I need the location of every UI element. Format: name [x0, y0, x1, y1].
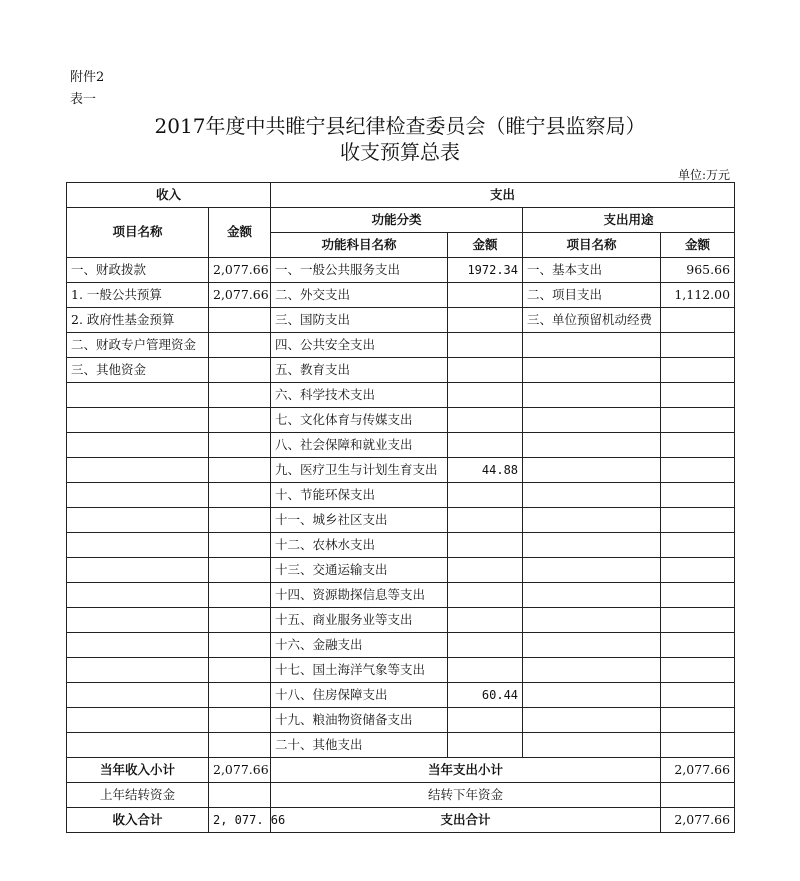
income-total-value: 2, 077. 66	[209, 808, 271, 833]
functional-item-name: 十八、住房保障支出	[271, 683, 448, 708]
income-amount	[209, 683, 271, 708]
income-item-name	[67, 508, 209, 533]
income-amount	[209, 458, 271, 483]
table-row	[67, 708, 735, 733]
usage-item-name	[523, 633, 661, 658]
page-title: 2017年度中共睢宁县纪律检查委员会（睢宁县监察局）	[154, 114, 646, 138]
functional-item-name: 十五、商业服务业等支出	[271, 608, 448, 633]
functional-item-name: 八、社会保障和就业支出	[271, 433, 448, 458]
usage-amount	[661, 533, 735, 558]
income-amount	[209, 533, 271, 558]
income-amount	[209, 433, 271, 458]
usage-amount	[661, 483, 735, 508]
functional-amount	[448, 283, 523, 308]
usage-item-name	[523, 708, 661, 733]
expense-total-label: 支出合计	[271, 808, 661, 833]
table-number: 表一	[70, 92, 97, 107]
table-row	[67, 483, 735, 508]
usage-item-name-header: 项目名称	[523, 233, 661, 258]
income-item-name	[67, 708, 209, 733]
functional-amount	[448, 333, 523, 358]
income-amount	[209, 658, 271, 683]
functional-amount: 44.88	[448, 458, 523, 483]
income-amount	[209, 483, 271, 508]
usage-item-name	[523, 408, 661, 433]
functional-amount	[448, 508, 523, 533]
table-row	[67, 333, 735, 358]
table-row	[67, 608, 735, 633]
usage-amount	[661, 308, 735, 333]
income-amount	[209, 558, 271, 583]
income-total-label: 收入合计	[67, 808, 209, 833]
usage-amount: 1,112.00	[661, 283, 735, 308]
income-item-name	[67, 658, 209, 683]
table-row	[67, 508, 735, 533]
table-row	[67, 733, 735, 758]
functional-classification-header: 功能分类	[271, 208, 523, 233]
income-item-name	[67, 683, 209, 708]
income-item-name	[67, 533, 209, 558]
income-item-name	[67, 558, 209, 583]
functional-amount	[448, 733, 523, 758]
page-subtitle: 收支预算总表	[340, 140, 460, 164]
table-row	[67, 533, 735, 558]
income-subtotal-label: 当年收入小计	[67, 758, 209, 783]
income-amount	[209, 358, 271, 383]
usage-item-name	[523, 458, 661, 483]
expense-subtotal-label: 当年支出小计	[271, 758, 661, 783]
usage-item-name	[523, 733, 661, 758]
usage-item-name	[523, 333, 661, 358]
functional-amount	[448, 633, 523, 658]
usage-amount-header: 金额	[661, 233, 735, 258]
usage-amount: 965.66	[661, 258, 735, 283]
income-amount	[209, 708, 271, 733]
functional-item-name: 十一、城乡社区支出	[271, 508, 448, 533]
functional-item-name: 三、国防支出	[271, 308, 448, 333]
functional-amount	[448, 708, 523, 733]
usage-item-name: 二、项目支出	[523, 283, 661, 308]
usage-amount	[661, 558, 735, 583]
usage-amount	[661, 733, 735, 758]
functional-item-name: 十三、交通运输支出	[271, 558, 448, 583]
functional-amount	[448, 558, 523, 583]
income-item-name: 一、财政拨款	[67, 258, 209, 283]
usage-amount	[661, 683, 735, 708]
income-item-name	[67, 458, 209, 483]
table-row	[67, 583, 735, 608]
functional-amount	[448, 658, 523, 683]
income-amount: 2,077.66	[209, 258, 271, 283]
functional-amount	[448, 358, 523, 383]
functional-item-name: 一、一般公共服务支出	[271, 258, 448, 283]
usage-item-name	[523, 533, 661, 558]
table-row	[67, 658, 735, 683]
functional-item-name: 六、科学技术支出	[271, 383, 448, 408]
carryover-out-label: 结转下年资金	[271, 783, 661, 808]
income-amount: 2,077.66	[209, 283, 271, 308]
income-item-name	[67, 383, 209, 408]
functional-amount	[448, 483, 523, 508]
usage-item-name	[523, 608, 661, 633]
usage-amount	[661, 358, 735, 383]
income-amount	[209, 733, 271, 758]
usage-item-name	[523, 483, 661, 508]
table-row	[67, 633, 735, 658]
functional-item-name: 十七、国土海洋气象等支出	[271, 658, 448, 683]
table-row	[67, 283, 735, 308]
functional-amount: 60.44	[448, 683, 523, 708]
table-row	[67, 383, 735, 408]
carryover-in-label: 上年结转资金	[67, 783, 209, 808]
usage-amount	[661, 508, 735, 533]
usage-item-name	[523, 383, 661, 408]
functional-amount-header: 金额	[448, 233, 523, 258]
table-row	[67, 683, 735, 708]
expense-header: 支出	[271, 183, 735, 208]
table-row	[67, 358, 735, 383]
functional-item-name: 二十、其他支出	[271, 733, 448, 758]
income-item-name: 二、财政专户管理资金	[67, 333, 209, 358]
table-row	[67, 433, 735, 458]
functional-item-name: 九、医疗卫生与计划生育支出	[271, 458, 448, 483]
usage-amount	[661, 583, 735, 608]
functional-amount	[448, 383, 523, 408]
income-amount	[209, 633, 271, 658]
usage-item-name	[523, 658, 661, 683]
income-subtotal-value: 2,077.66	[209, 758, 271, 783]
usage-amount	[661, 658, 735, 683]
income-item-name-header: 项目名称	[67, 208, 209, 258]
usage-amount	[661, 708, 735, 733]
carryover-in-value	[209, 783, 271, 808]
income-amount	[209, 608, 271, 633]
income-amount	[209, 333, 271, 358]
usage-amount	[661, 433, 735, 458]
functional-amount: 1972.34	[448, 258, 523, 283]
income-item-name	[67, 483, 209, 508]
table-row	[67, 258, 735, 283]
usage-item-name	[523, 508, 661, 533]
income-amount	[209, 508, 271, 533]
carryover-out-value	[661, 783, 735, 808]
expense-total-value: 2,077.66	[661, 808, 735, 833]
usage-item-name	[523, 433, 661, 458]
income-amount	[209, 383, 271, 408]
functional-amount	[448, 433, 523, 458]
income-item-name: 1. 一般公共预算	[67, 283, 209, 308]
functional-item-name: 十二、农林水支出	[271, 533, 448, 558]
functional-item-name: 十九、粮油物资储备支出	[271, 708, 448, 733]
functional-amount	[448, 533, 523, 558]
functional-item-name: 十、节能环保支出	[271, 483, 448, 508]
usage-item-name	[523, 683, 661, 708]
table-row	[67, 458, 735, 483]
functional-item-name: 四、公共安全支出	[271, 333, 448, 358]
usage-amount	[661, 383, 735, 408]
income-amount	[209, 308, 271, 333]
income-item-name	[67, 608, 209, 633]
income-item-name	[67, 583, 209, 608]
income-amount	[209, 408, 271, 433]
usage-item-name: 三、单位预留机动经费	[523, 308, 661, 333]
usage-amount	[661, 333, 735, 358]
table-row	[67, 408, 735, 433]
functional-item-name: 十四、资源勘探信息等支出	[271, 583, 448, 608]
usage-item-name	[523, 358, 661, 383]
usage-item-name: 一、基本支出	[523, 258, 661, 283]
functional-amount	[448, 308, 523, 333]
expense-usage-header: 支出用途	[523, 208, 735, 233]
functional-amount	[448, 608, 523, 633]
usage-amount	[661, 408, 735, 433]
usage-amount	[661, 633, 735, 658]
unit-label: 单位:万元	[677, 168, 730, 182]
expense-subtotal-value: 2,077.66	[661, 758, 735, 783]
income-item-name: 2. 政府性基金预算	[67, 308, 209, 333]
table-row	[67, 308, 735, 333]
functional-item-name: 十六、金融支出	[271, 633, 448, 658]
income-amount-header: 金额	[209, 208, 271, 258]
income-item-name	[67, 433, 209, 458]
functional-item-name: 五、教育支出	[271, 358, 448, 383]
budget-table	[66, 182, 735, 833]
usage-item-name	[523, 558, 661, 583]
usage-amount	[661, 608, 735, 633]
functional-amount	[448, 408, 523, 433]
usage-amount	[661, 458, 735, 483]
income-item-name	[67, 408, 209, 433]
income-item-name	[67, 633, 209, 658]
functional-amount	[448, 583, 523, 608]
income-amount	[209, 583, 271, 608]
attachment-label: 附件2	[70, 70, 105, 85]
income-header: 收入	[67, 183, 271, 208]
income-item-name	[67, 733, 209, 758]
income-item-name: 三、其他资金	[67, 358, 209, 383]
functional-item-name-header: 功能科目名称	[271, 233, 448, 258]
usage-item-name	[523, 583, 661, 608]
functional-item-name: 二、外交支出	[271, 283, 448, 308]
functional-item-name: 七、文化体育与传媒支出	[271, 408, 448, 433]
table-row	[67, 558, 735, 583]
